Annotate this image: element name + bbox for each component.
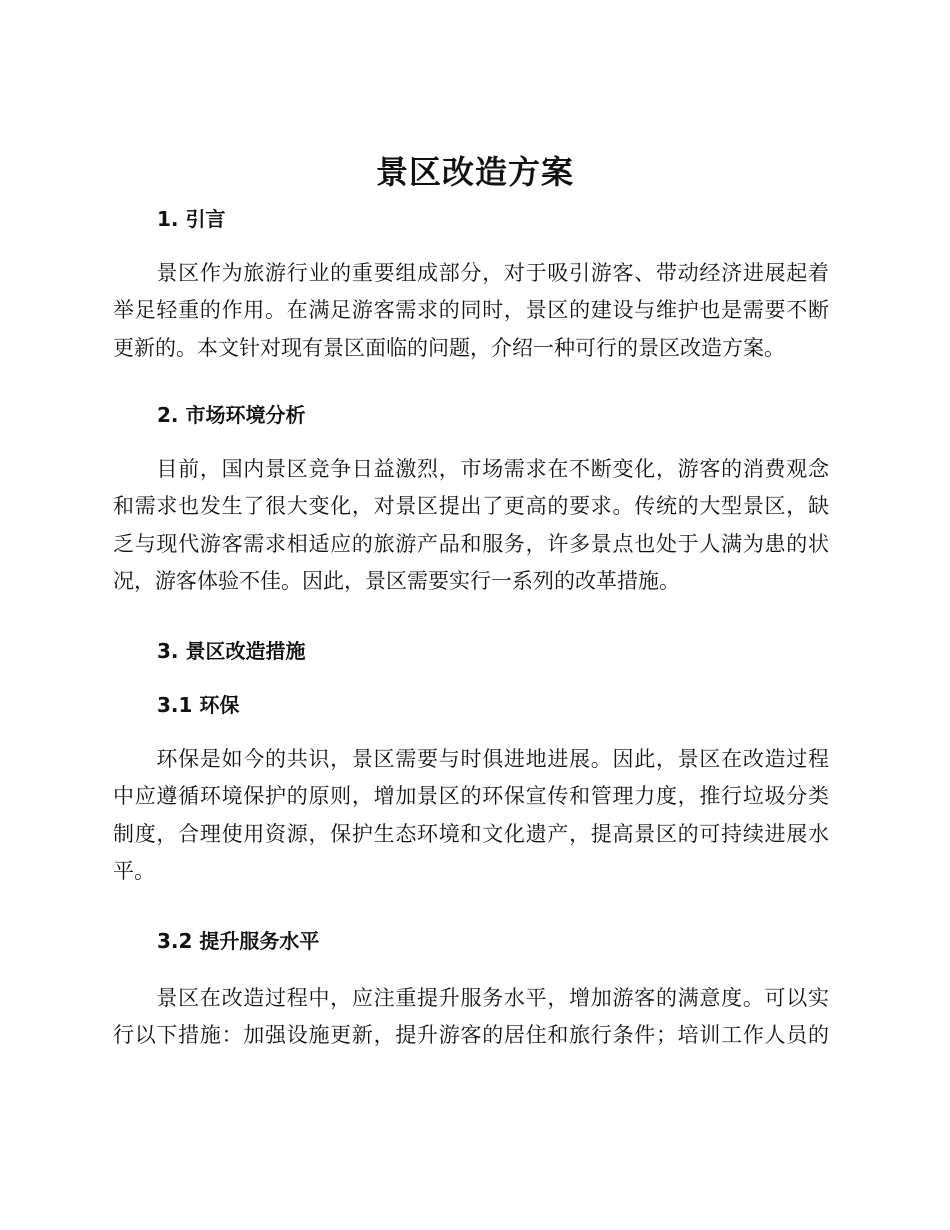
paragraph-line: 景区作为旅游行业的重要组成部分，对于吸引游客、带动经济进展起着 <box>113 261 829 285</box>
paragraph-line: 行以下措施：加强设施更新，提升游客的居住和旅行条件；培训工作人员的 <box>113 1023 829 1048</box>
section-heading-service-level: 3.2 提升服务水平 <box>157 929 320 953</box>
paragraph-line: 举足轻重的作用。在满足游客需求的同时，景区的建设与维护也是需要不断 <box>113 298 829 323</box>
paragraph-line: 况，游客体验不佳。因此，景区需要实行一系列的改革措施。 <box>113 568 680 593</box>
section-paragraph-market-analysis <box>113 451 829 600</box>
section-paragraph-introduction <box>113 255 829 367</box>
paragraph-line: 和需求也发生了很大变化，对景区提出了更高的要求。传统的大型景区，缺 <box>113 494 829 519</box>
section-heading-introduction: 1. 引言 <box>157 207 226 231</box>
paragraph-line: 环保是如今的共识，景区需要与时俱进地进展。因此，景区在改造过程 <box>113 747 829 771</box>
paragraph-line: 目前，国内景区竞争日益激烈，市场需求在不断变化，游客的消费观念 <box>113 457 829 481</box>
paragraph-line: 平。 <box>113 858 155 883</box>
section-heading-renovation-measures: 3. 景区改造措施 <box>157 639 306 663</box>
section-paragraph-environmental <box>113 741 829 890</box>
document-title: 景区改造方案 <box>375 153 574 191</box>
section-paragraph-service-level <box>113 980 829 1055</box>
paragraph-line: 景区在改造过程中，应注重提升服务水平，增加游客的满意度。可以实 <box>113 986 829 1010</box>
section-heading-environmental: 3.1 环保 <box>157 693 240 717</box>
paragraph-line: 中应遵循环境保护的原则，增加景区的环保宣传和管理力度，推行垃圾分类 <box>113 784 829 809</box>
paragraph-line: 更新的。本文针对现有景区面临的问题，介绍一种可行的景区改造方案。 <box>113 335 785 360</box>
section-heading-market-analysis: 2. 市场环境分析 <box>157 403 306 427</box>
paragraph-line: 制度，合理使用资源，保护生态环境和文化遗产，提高景区的可持续进展水 <box>113 821 829 846</box>
paragraph-line: 乏与现代游客需求相适应的旅游产品和服务，许多景点也处于人满为患的状 <box>113 531 829 556</box>
